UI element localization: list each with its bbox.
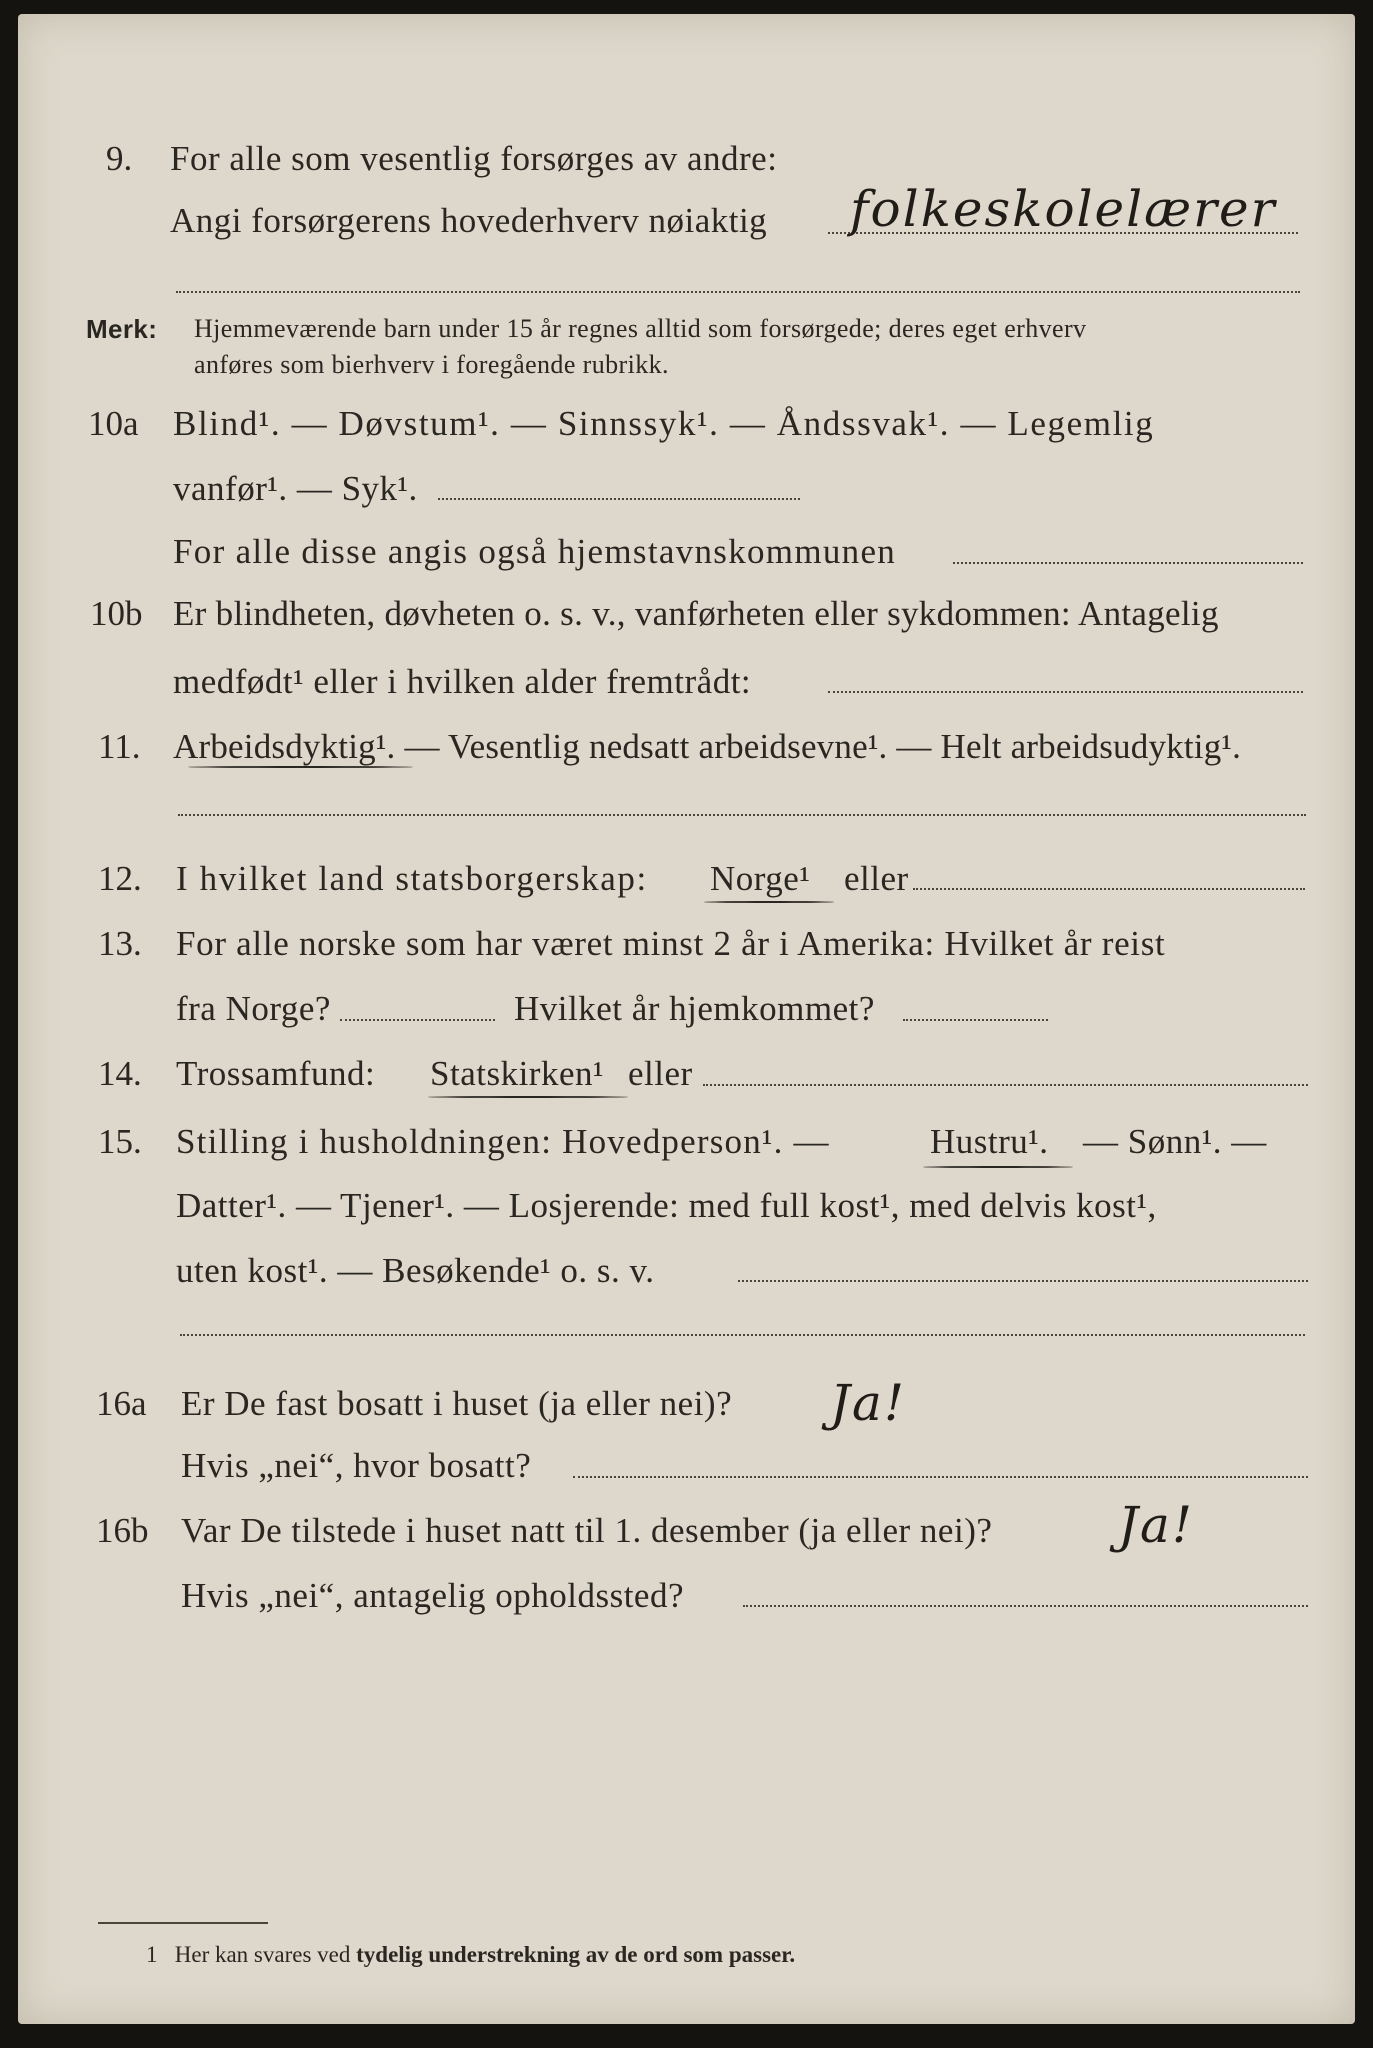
q12-tail: eller [844,859,909,898]
q10a-line2: vanfør¹. — Syk¹. [173,469,418,508]
q16b-dotted-line [743,1605,1308,1607]
q15-number: 15. [98,1122,142,1161]
q15-line2: Datter¹. — Tjener¹. — Losjerende: med full kost¹, med delvis kost¹, [176,1186,1157,1225]
q13-dotted-line-b [903,1019,1048,1021]
q12-option-norge: Norge¹ [710,859,811,898]
q15-line1b: — Sønn¹. — [1083,1122,1267,1161]
census-form-page [18,14,1355,2024]
q11-underline-mark [188,766,413,768]
q9-line2: Angi forsørgerens hovederhverv nøiaktig [170,201,768,240]
q13-line2a: fra Norge? [176,989,331,1028]
q13-line2b: Hvilket år hjemkommet? [514,989,875,1028]
q15-option-hustru: Hustru¹. [930,1122,1049,1161]
q9-line1: For alle som vesentlig forsørges av andre: [170,139,778,178]
q16b-number: 16b [96,1511,149,1550]
q12-dotted-line [913,888,1305,890]
q11-line: Arbeidsdyktig¹. — Vesentlig nedsatt arbeidsevne¹. — Helt arbeidsudyktig¹. [173,727,1242,766]
q16a-handwritten-answer: Ja! [830,1374,906,1432]
q10b-line2: medfødt¹ eller i hvilken alder fremtrådt: [173,662,752,701]
q11-number: 11. [98,727,141,766]
q14-underline-mark [428,1096,628,1098]
q16a-line1: Er De fast bosatt i huset (ja eller nei)? [181,1384,733,1423]
q16a-number: 16a [96,1384,147,1423]
q14-number: 14. [98,1054,142,1093]
q10b-dotted-line [828,691,1303,693]
q15-line1a: Stilling i husholdningen: Hovedperson¹. — [176,1122,830,1161]
q16b-line2: Hvis „nei“, antagelig opholdssted? [181,1576,684,1615]
q9-number: 9. [106,139,133,178]
q12-number: 12. [98,859,142,898]
q14-option-statskirken: Statskirken¹ [430,1054,604,1093]
q9-handwritten-answer: folkeskolelærer [850,180,1277,238]
q15-dotted-line [738,1280,1308,1282]
merk-line1: Hjemmeværende barn under 15 år regnes alltid som forsørgede; deres eget erhverv [194,314,1087,343]
q10b-number: 10b [90,594,143,633]
q16a-dotted-line [573,1476,1308,1478]
q14-text: Trossamfund: [176,1054,376,1093]
q15-line3: uten kost¹. — Besøkende¹ o. s. v. [176,1251,655,1290]
q14-dotted-line [703,1084,1308,1086]
q13-line1: For alle norske som har været minst 2 år i Amerika: Hvilket år reist [176,924,1166,963]
q16b-line1: Var De tilstede i huset natt til 1. desember (ja eller nei)? [181,1511,993,1550]
q10a-dotted-line [438,498,800,500]
q13-number: 13. [98,924,142,963]
footnote: 1 Her kan svares ved tydelig understrekning av de ord som passer. [146,1942,796,1967]
q15-underline-mark [923,1166,1073,1168]
q12-underline-mark [704,901,834,903]
q10a-dotted-line-2 [953,562,1303,564]
merk-line2: anføres som bierhverv i foregående rubrikk. [194,350,669,379]
q11-dotted-line [178,814,1306,816]
q10b-line1: Er blindheten, døvheten o. s. v., vanførheten eller sykdommen: Antagelig [173,594,1219,633]
q9-dotted-line-2 [176,291,1300,293]
q14-tail: eller [628,1054,693,1093]
q12-text: I hvilket land statsborgerskap: [176,859,648,898]
q13-dotted-line-a [340,1019,495,1021]
q10a-number: 10a [88,404,139,443]
merk-label: Merk: [86,314,158,344]
q16a-line2: Hvis „nei“, hvor bosatt? [181,1446,532,1485]
q15-dotted-line-2 [180,1334,1305,1336]
q16b-handwritten-answer: Ja! [1118,1496,1194,1554]
footnote-rule [98,1922,268,1924]
q10a-line1: Blind¹. — Døvstum¹. — Sinnssyk¹. — Åndssvak¹. — Legemlig [173,404,1155,443]
q11-option-arbeidsdyktig: Arbeidsdyktig¹. [173,727,396,766]
q10a-line3: For alle disse angis også hjemstavnskommunen [173,532,897,571]
